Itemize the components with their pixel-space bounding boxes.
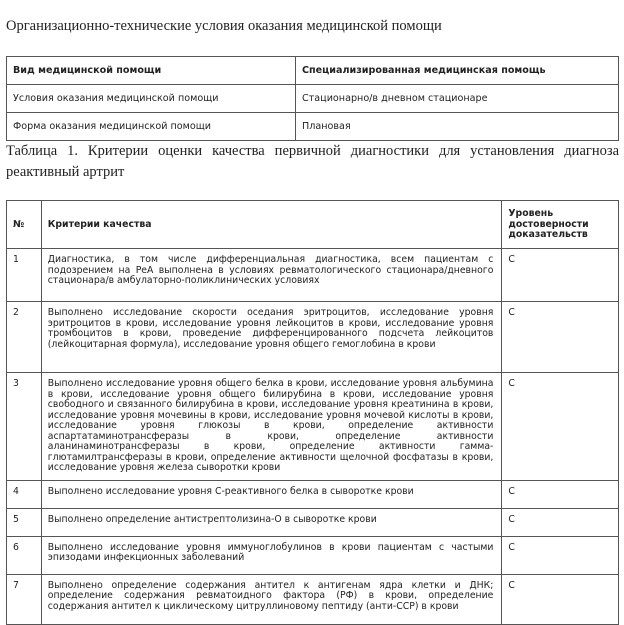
criteria-table [6,200,619,625]
table-row [7,373,619,481]
header-cell: Вид медицинской помощи [7,57,296,85]
row-num: 7 [7,574,42,624]
row-level: С [502,574,619,624]
table-row [7,85,619,113]
table-row [7,249,619,302]
row-criteria: Диагностика, в том числе дифференциальная диагностика, всем пациентам с подозрением на РеА выполнена в условиях ревматологического стационара/дневного стационара/в амбулаторно-поликлинических условиях [41,249,502,302]
row-criteria: Выполнено исследование скорости оседания эритроцитов, исследование уровня эритроцитов в крови, исследование уровня лейкоцитов в крови, исследование уровня тромбоцитов в крови, проведение дифференцированного подсчета лейкоцитов (лейкоцитарная формула), исследование уровня общего гемоглобина в крови [41,302,502,373]
organization-conditions-table [6,56,619,141]
header-cell: Специализированная медицинская помощь [296,57,619,85]
row-level: С [502,249,619,302]
header-num: № [7,201,42,249]
row-num: 1 [7,249,42,302]
row-criteria: Выполнено определение содержания антител к антигенам ядра клетки и ДНК; определение содержания ревматоидного фактора (РФ) в крови, определение содержания антител к циклическому цитруллиновому пептиду (анти-CCP) в крови [41,574,502,624]
row-level: С [502,302,619,373]
table-row [7,480,619,508]
row-num: 5 [7,508,42,536]
table-caption: Таблица 1. Критерии оценки качества первичной диагностики для установления диагноза реактивный артрит [6,143,619,180]
header-criteria: Критерии качества [41,201,502,249]
table-row [7,302,619,373]
row-level: С [502,373,619,481]
table-header-row [7,201,619,249]
header-level: Уровень достоверности доказательств [502,201,619,249]
table-row [7,113,619,141]
table-cell: Стационарно/в дневном стационаре [296,85,619,113]
row-criteria: Выполнено определение антистрептолизина-О в сыворотке крови [41,508,502,536]
row-num: 4 [7,480,42,508]
row-level: С [502,536,619,574]
table-header-row [7,57,619,85]
row-num: 2 [7,302,42,373]
table-cell: Условия оказания медицинской помощи [7,85,296,113]
row-num: 3 [7,373,42,481]
table-row [7,574,619,624]
table-row [7,508,619,536]
row-level: С [502,480,619,508]
table-row [7,536,619,574]
row-num: 6 [7,536,42,574]
row-criteria: Выполнено исследование уровня иммуноглобулинов в крови пациентам с частыми эпизодами инфекционных заболеваний [41,536,502,574]
row-criteria: Выполнено исследование уровня общего белка в крови, исследование уровня альбумина в крови, исследование уровня общего билирубина в крови, исследование уровня свободного и связанного билирубина в крови, исследование уровня креатинина в крови, исследование уровня мочевины в крови, исследование уровня мочевой кислоты в крови, исследование уровня глюкозы в крови, определение активности аспартатаминотрансферазы в крови, определение активности аланинаминотрансферазы в крови, определение активности гамма- глютамилтрансферазы в крови, определение активности щелочной фосфатазы в крови, исследование уровня железа сыворотки крови [41,373,502,481]
section-heading: Организационно-технические условия оказания медицинской помощи [6,18,442,34]
row-level: С [502,508,619,536]
table-cell: Плановая [296,113,619,141]
row-criteria: Выполнено исследование уровня С-реактивного белка в сыворотке крови [41,480,502,508]
table-cell: Форма оказания медицинской помощи [7,113,296,141]
